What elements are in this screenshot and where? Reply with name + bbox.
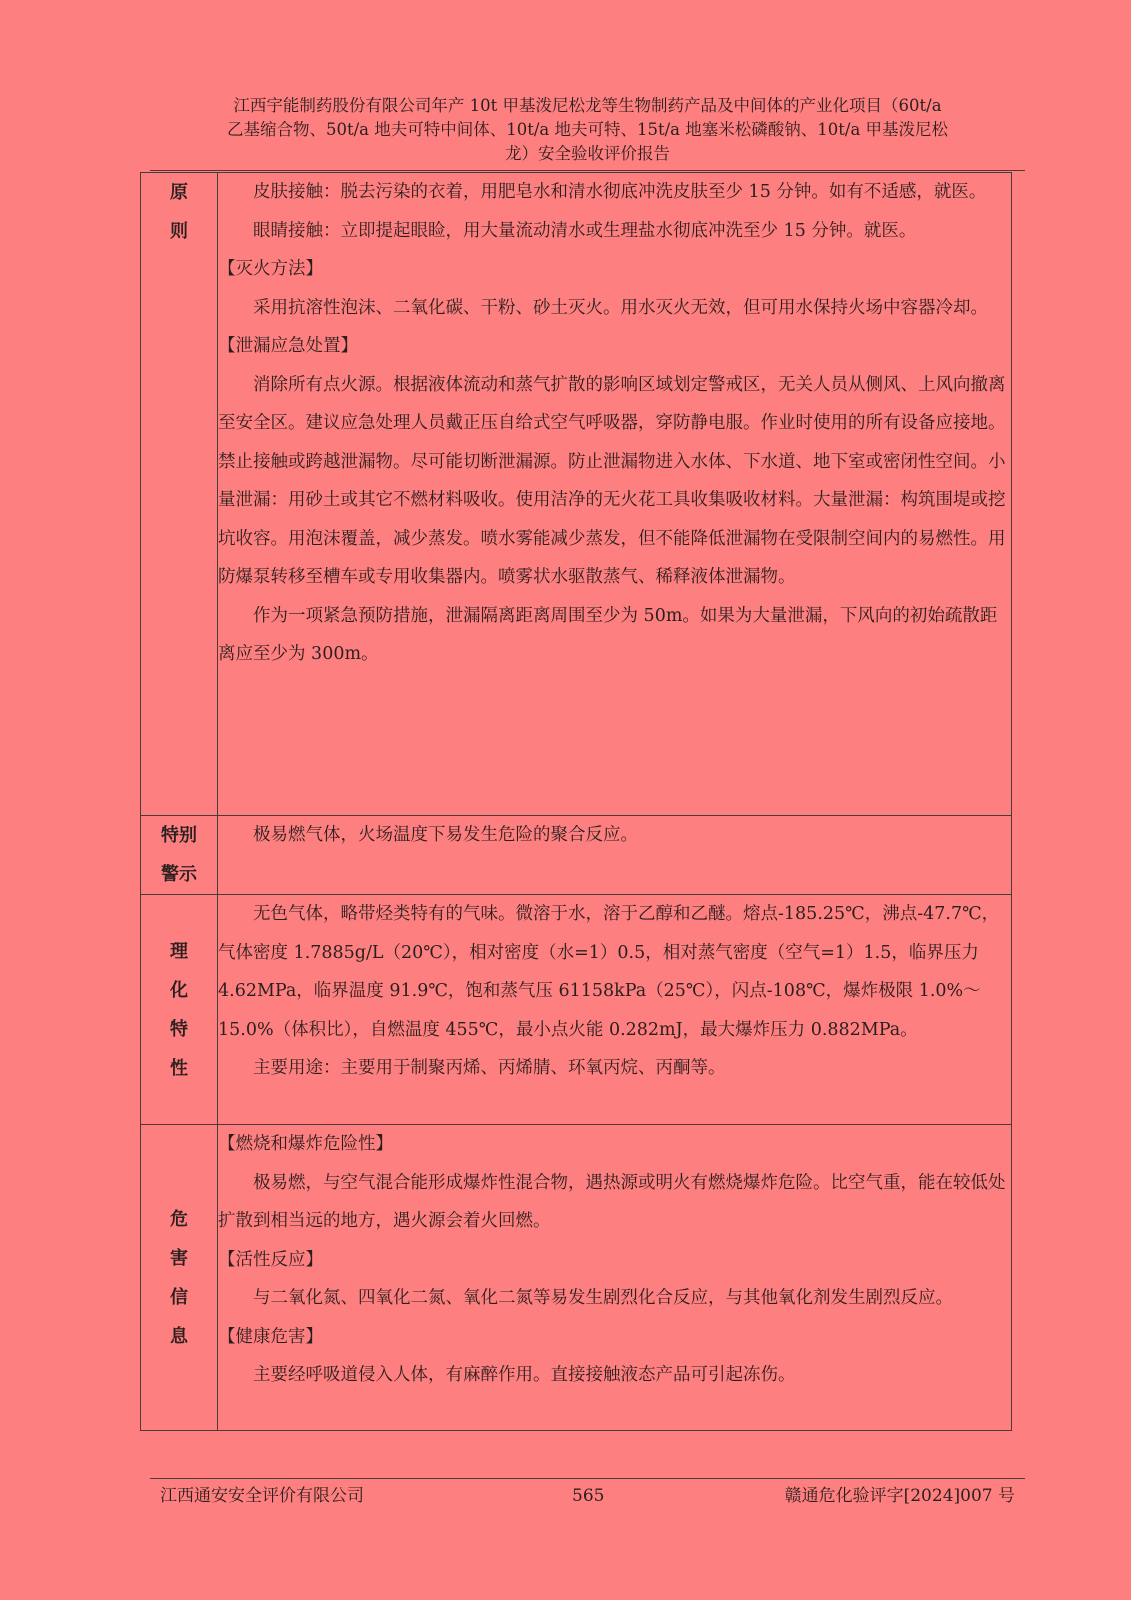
health-title: 【健康危害】: [218, 1326, 323, 1347]
isolation-text: 作为一项紧急预防措施，泄漏隔离距离周围至少为 50m。如果为大量泄漏，下风向的初始疏散距离应至少为 300m。: [218, 605, 998, 664]
label-warning: 特别 警示: [141, 816, 218, 895]
footer-company: 江西通安安全评价有限公司: [160, 1486, 364, 1506]
main-use-text: 主要用途：主要用于制聚丙烯、丙烯腈、环氧丙烷、丙酮等。: [253, 1058, 726, 1078]
footer-doc-number: 赣通危化验评字[2024]007 号: [784, 1486, 1015, 1506]
reactivity-text: 与二氧化氮、四氧化二氮、氧化二氮等易发生剧烈化合反应，与其他氧化剂发生剧烈反应。: [253, 1288, 953, 1308]
principle-content: [218, 173, 1012, 816]
physchem-content: [218, 895, 1012, 1125]
hazard-content: [218, 1125, 1012, 1431]
row-principle: [141, 173, 1012, 816]
label-principle: 原 则: [141, 173, 218, 816]
physchem-text: 无色气体，略带烃类特有的气味。微溶于水，溶于乙醇和乙醚。熔点-185.25℃，沸点-47.7℃，气体密度 1.7885g/L（20℃），相对密度（水=1）0.5，相对蒸气密度（空气=1）1.5，临界压力 4.62MPa，临界温度 91.9℃，饱和蒸气压 61158kPa（25℃），闪点-108℃，爆炸极限 1.0%～15.0%（体积比），自燃温度 455℃，最小点火能 0.282mJ，最大爆炸压力 0.882MPa。: [218, 904, 1000, 1040]
warning-text: 极易燃气体，火场温度下易发生危险的聚合反应。: [253, 825, 638, 845]
document-header: [150, 94, 1025, 171]
combustion-title: 【燃烧和爆炸危险性】: [218, 1134, 393, 1154]
safety-data-table: [140, 172, 1012, 1431]
document-footer: [150, 1478, 1025, 1506]
fire-method-text: 采用抗溶性泡沫、二氧化碳、干粉、砂土灭火。用水灭火无效，但可用水保持火场中容器冷却。: [253, 297, 988, 318]
label-physchem: 理 化 特 性: [141, 895, 218, 1125]
reactivity-title: 【活性反应】: [218, 1249, 323, 1270]
header-line-3: 龙）安全验收评价报告: [505, 144, 670, 163]
fire-method-title: 【灭火方法】: [218, 259, 323, 279]
eye-contact-text: 眼睛接触：立即提起眼睑，用大量流动清水或生理盐水彻底冲洗至少 15 分钟。就医。: [253, 220, 917, 241]
row-hazard: [141, 1125, 1012, 1431]
page-number: 565: [572, 1486, 605, 1506]
leak-title: 【泄漏应急处置】: [218, 336, 358, 356]
warning-content: [218, 816, 1012, 895]
health-text: 主要经呼吸道侵入人体，有麻醉作用。直接接触液态产品可引起冻伤。: [253, 1365, 796, 1385]
header-line-1: 江西宇能制药股份有限公司年产 10t 甲基泼尼松龙等生物制药产品及中间体的产业化项目（60t/a: [233, 96, 942, 115]
skin-contact-text: 皮肤接触：脱去污染的衣着，用肥皂水和清水彻底冲洗皮肤至少 15 分钟。如有不适感，就医。: [253, 182, 987, 202]
header-line-2: 乙基缩合物、50t/a 地夫可特中间体、10t/a 地夫可特、15t/a 地塞米松磷酸钠、10t/a 甲基泼尼松: [226, 120, 949, 139]
leak-text: 消除所有点火源。根据液体流动和蒸气扩散的影响区域划定警戒区，无关人员从侧风、上风向撤离至安全区。建议应急处理人员戴正压自给式空气呼吸器，穿防静电服。作业时使用的所有设备应接地。禁止接触或跨越泄漏物。尽可能切断泄漏源。防止泄漏物进入水体、下水道、地下室或密闭性空间。小量泄漏：用砂土或其它不燃材料吸收。使用洁净的无火花工具收集吸收材料。大量泄漏：构筑围堤或挖坑收容。用泡沫覆盖，减少蒸发。喷水雾能减少蒸发，但不能降低泄漏物在受限制空间内的易燃性。用防爆泵转移至槽车或专用收集器内。喷雾状水驱散蒸气、稀释液体泄漏物。: [218, 374, 1006, 587]
row-physchem: [141, 895, 1012, 1125]
combustion-text: 极易燃，与空气混合能形成爆炸性混合物，遇热源或明火有燃烧爆炸危险。比空气重，能在较低处扩散到相当远的地方，遇火源会着火回燃。: [218, 1172, 1006, 1231]
row-warning: [141, 816, 1012, 895]
label-hazard: 危 害 信 息: [141, 1125, 218, 1431]
